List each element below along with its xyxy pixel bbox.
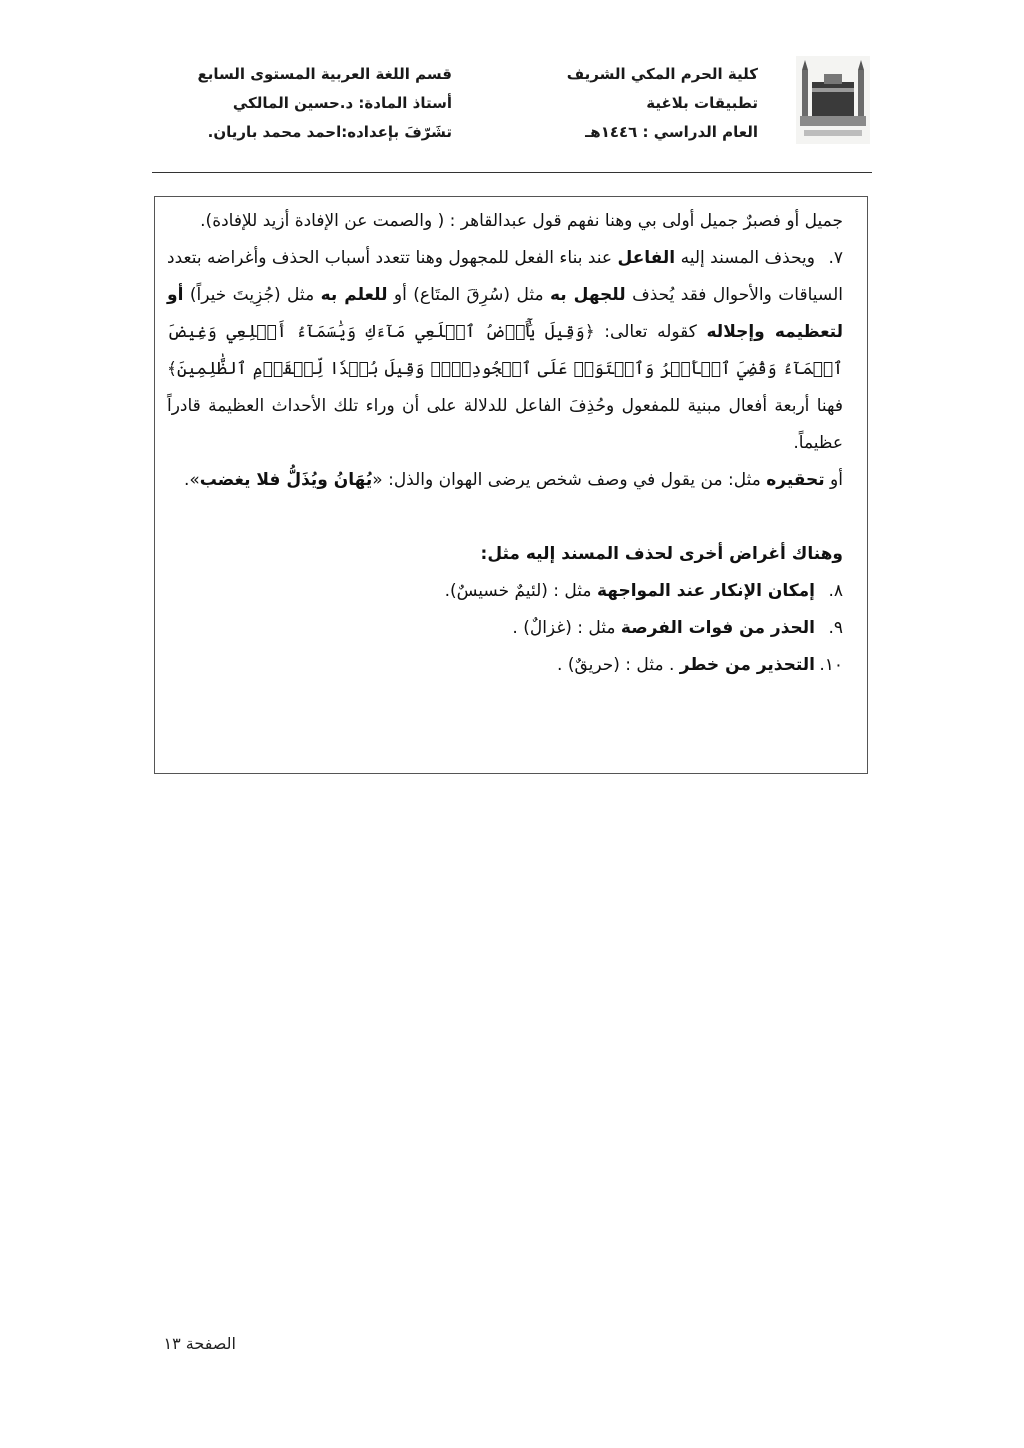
list-item-7: ٧.ويحذف المسند إليه الفاعل عند بناء الفعل للمجهول وهنا تتعدد أسباب الحذف وأغراضه بتعدد السياقات والأحوال فقد يُحذف للجهل به مثل (سُرِقَ المتَاع) أو للعلم به مثل (جُزِيتَ خيراً) أو لتعظيمه وإجلاله كقوله تعالى: ﴿وَقِيلَ يَٰٓأَرۡضُ ٱبۡلَعِي مَآءَكِ وَيَٰسَمَآءُ أَقۡلِعِي وَغِيضَ ٱلۡمَآءُ وَقُضِيَ ٱلۡأَمۡرُ وَٱسۡتَوَتۡ عَلَى ٱلۡجُودِيِّۖ وَقِيلَ بُعۡدٗا لِّلۡقَوۡمِ ٱلظَّٰلِمِينَ﴾ فهنا أربعة أفعال مبنية للمفعول وحُذِفَ الفاعل للدلالة على أن وراء تلك الأحداث العظيمة قادراً عظيماً. xyxy=(167,240,843,462)
paragraph-tahqir: أو تحقيره مثل: من يقول في وصف شخص يرضى الهوان والذل: «يُهَانُ ويُذَلُّ فلا يغضب». xyxy=(183,470,843,490)
prepared-by: تشَرّفَ بإعداده:احمد محمد باريان. xyxy=(207,123,452,141)
college-logo xyxy=(794,52,872,148)
item-number: ٧. xyxy=(828,248,843,268)
content-box xyxy=(154,196,868,774)
bold-term: الفاعل xyxy=(617,248,676,268)
page-number: الصفحة ١٣ xyxy=(163,1334,236,1353)
list-item-8: ٨.إمكان الإنكار عند المواجهة مثل : (لئيمٌ خسيسٌ). xyxy=(167,573,843,610)
bold-term: التحذير من خطر xyxy=(679,655,815,675)
quran-verse: ﴿وَقِيلَ يَٰٓأَرۡضُ ٱبۡلَعِي مَآءَكِ وَيَٰسَمَآءُ أَقۡلِعِي وَغِيضَ ٱلۡمَآءُ وَقُضِيَ ٱلۡأَمۡرُ وَٱسۡتَوَتۡ عَلَى ٱلۡجُودِيِّۖ وَقِيلَ بُعۡدٗا لِّلۡقَوۡمِ ٱلظَّٰلِمِينَ﴾ xyxy=(167,322,843,379)
course-name: تطبيقات بلاغية xyxy=(646,94,758,112)
department-level: قسم اللغة العربية المستوى السابع xyxy=(197,65,452,83)
header-divider xyxy=(152,172,872,173)
list-item-9: ٩.الحذر من فوات الفرصة مثل : (غزالٌ) . xyxy=(167,610,843,647)
department-info xyxy=(197,60,452,147)
bold-term: تحقيره xyxy=(766,470,825,490)
section-heading: وهناك أغراض أخرى لحذف المسند إليه مثل: xyxy=(480,544,843,564)
college-info xyxy=(567,60,758,147)
spacer xyxy=(167,499,843,536)
teacher-name: أستاذ المادة: د.حسين المالكي xyxy=(232,94,452,112)
item-number: ٩. xyxy=(828,618,843,638)
bold-term: للجهل به xyxy=(550,285,626,305)
college-name: كلية الحرم المكي الشريف xyxy=(566,65,758,83)
bold-term: الحذر من فوات الفرصة xyxy=(620,618,815,638)
academic-year: العام الدراسي : ١٤٤٦هـ xyxy=(585,123,758,141)
bold-term: يُهَانُ ويُذَلُّ فلا يغضب xyxy=(199,470,373,490)
item-number: ١٠. xyxy=(819,655,843,675)
item-number: ٨. xyxy=(828,581,843,601)
list-item-10: ١٠.التحذير من خطر . مثل : (حريقٌ) . xyxy=(167,647,843,684)
bold-term: للعلم به xyxy=(320,285,388,305)
bold-term: إمكان الإنكار عند المواجهة xyxy=(596,581,815,601)
paragraph-intro: جميل أو فصبرٌ جميل أولى بي وهنا نفهم قول عبدالقاهر : ( والصمت عن الإفادة أزيد للإفادة). xyxy=(200,211,843,231)
bold-term: أو لتعظيمه وإجلاله xyxy=(167,285,844,342)
